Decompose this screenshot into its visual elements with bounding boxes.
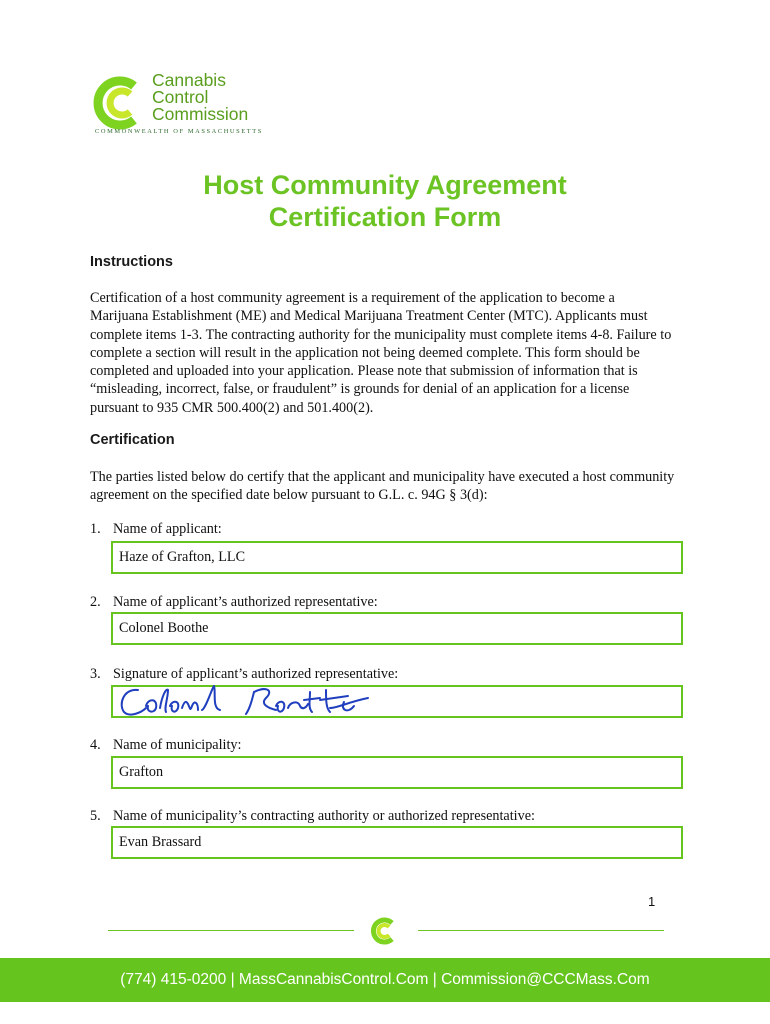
logo-line-2: Control xyxy=(152,87,209,107)
item-number: 5. xyxy=(90,808,101,824)
ccc-footer-icon xyxy=(368,915,400,947)
item-number: 3. xyxy=(90,666,101,682)
item-text: Name of municipality’s contracting authority or authorized representative: xyxy=(113,808,535,824)
item-number: 1. xyxy=(90,521,101,537)
item-1-label xyxy=(90,521,222,538)
page-number: 1 xyxy=(648,894,656,909)
logo-line-3: Commission xyxy=(152,104,249,124)
item-text: Name of applicant’s authorized representative: xyxy=(113,594,378,610)
handwritten-signature xyxy=(116,678,376,722)
title-line-1: Host Community Agreement xyxy=(203,170,567,200)
logo-subtitle: COMMONWEALTH OF MASSACHUSETTS xyxy=(95,128,263,135)
instructions-body: Certification of a host community agreement is a requirement of the application to become a Marijuana Establishment (ME) and Medical Marijuana Treatment Center (MTC). Applicants must complete items 1-3. The contracting authority for the municipality must complete items 4-8. Failure to complete a section will result in the application not being deemed complete. This form should be completed and uploaded into your application. Please note that submission of information that is “misleading, incorrect, false, or fraudulent” is grounds for denial of an application for a license pursuant to 935 CMR 500.400(2) and 501.400(2). xyxy=(90,290,672,416)
certification-body: The parties listed below do certify that the applicant and municipality have executed a host community agreement on the specified date below pursuant to G.L. c. 94G § 3(d): xyxy=(90,469,675,504)
footer-contact-bar: (774) 415-0200 | MassCannabisControl.Com | Commission@CCCMass.Com xyxy=(0,958,770,1002)
footer-divider-left xyxy=(108,930,354,931)
ccc-logo-icon xyxy=(90,72,152,134)
page-title xyxy=(0,169,770,233)
instructions-heading: Instructions xyxy=(90,254,173,270)
ccc-logo xyxy=(90,70,310,140)
logo-line-1: Cannabis xyxy=(152,70,226,90)
logo-wordmark xyxy=(152,72,248,123)
item-2-label xyxy=(90,594,378,611)
applicant-name-field[interactable]: Haze of Grafton, LLC xyxy=(111,541,683,574)
item-text: Signature of applicant’s authorized representative: xyxy=(113,666,399,682)
footer-divider-right xyxy=(418,930,664,931)
applicant-representative-field[interactable]: Colonel Boothe xyxy=(111,612,683,645)
item-number: 2. xyxy=(90,594,101,610)
certification-heading: Certification xyxy=(90,432,175,448)
item-5-label xyxy=(90,808,535,825)
item-4-label xyxy=(90,737,241,754)
item-number: 4. xyxy=(90,737,101,753)
item-text: Name of municipality: xyxy=(113,737,242,753)
item-text: Name of applicant: xyxy=(113,521,222,537)
title-line-2: Certification Form xyxy=(268,202,502,232)
municipality-name-field[interactable]: Grafton xyxy=(111,756,683,789)
municipality-representative-field[interactable]: Evan Brassard xyxy=(111,826,683,859)
